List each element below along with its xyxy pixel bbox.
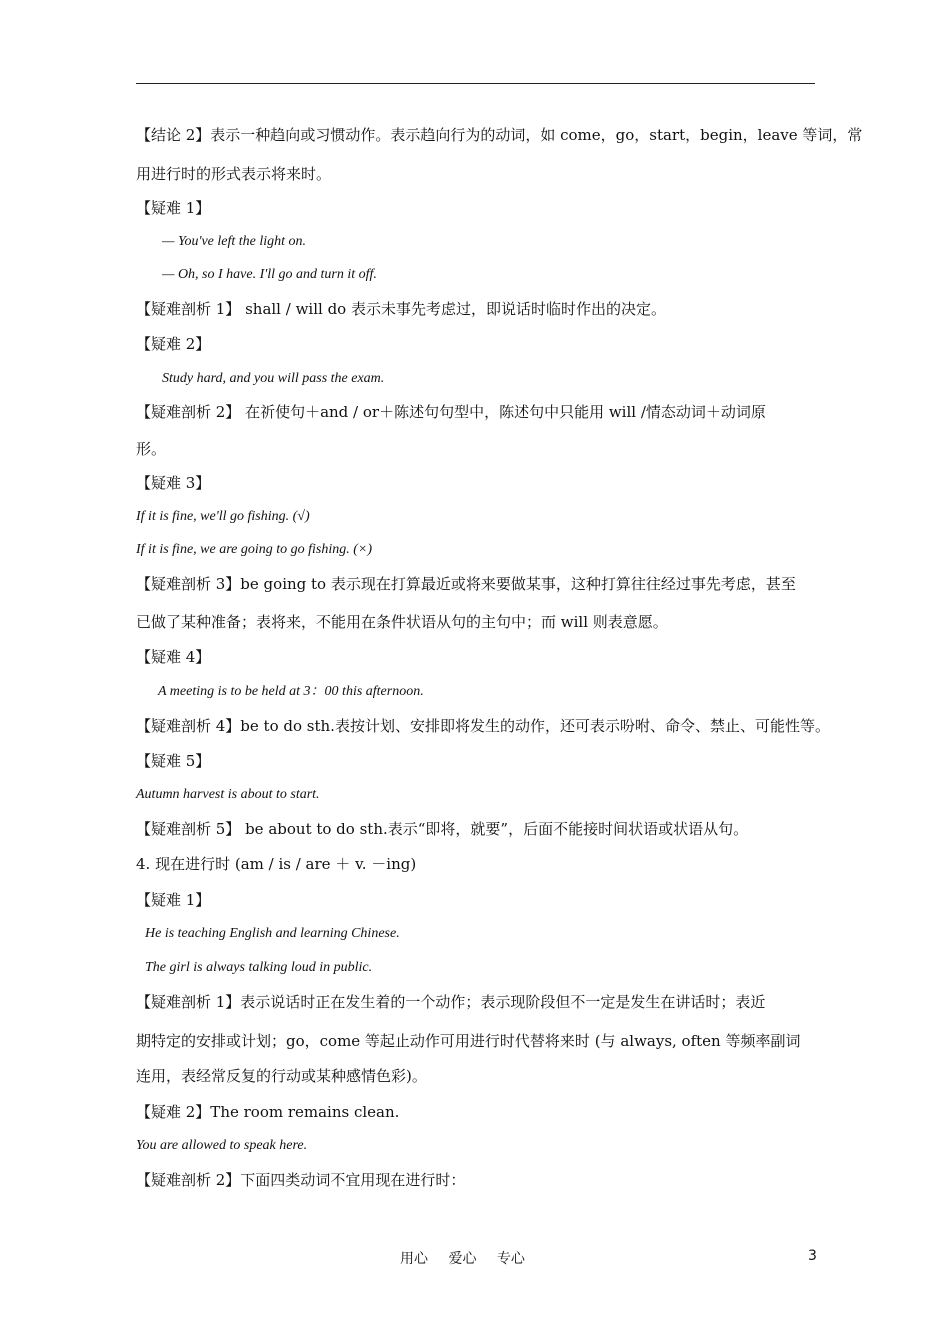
text-line: A meeting is to be held at 3：00 this afternoon.	[158, 684, 424, 699]
text-line: 【疑难 2】The room remains clean.	[136, 1103, 400, 1121]
text-line: 【疑难 2】	[136, 335, 211, 353]
text-line: 【疑难 3】	[136, 474, 211, 492]
footer-motto	[400, 1248, 541, 1268]
text-line: The girl is always talking loud in public.	[145, 960, 373, 975]
text-line: 【疑难剖析 4】be to do sth.表按计划、安排即将发生的动作，还可表示吩咐、命令、禁止、可能性等。	[136, 717, 830, 735]
text-line: 4. 现在进行时 (am / is / are ＋ v. －ing)	[136, 855, 417, 873]
text-line: 形。	[136, 440, 167, 458]
text-line: 【疑难剖析 1】 shall / will do 表示未事先考虑过，即说话时临时作出的决定。	[136, 300, 666, 318]
text-line: 连用，表经常反复的行动或某种感情色彩)。	[136, 1067, 427, 1085]
text-line: — You've left the light on.	[162, 234, 307, 249]
header-rule	[136, 83, 815, 84]
text-line: 【疑难 1】	[136, 891, 211, 909]
page-number: 3	[808, 1248, 817, 1264]
text-line: You are allowed to speak here.	[136, 1138, 308, 1153]
text-line: 已做了某种准备；表将来，不能用在条件状语从句的主句中；而 will 则表意愿。	[136, 613, 668, 631]
text-line: He is teaching English and learning Chinese.	[145, 926, 400, 941]
text-line: 【疑难剖析 1】表示说话时正在发生着的一个动作；表示现阶段但不一定是发生在讲话时；表近	[136, 993, 766, 1011]
footer-word: 专心	[496, 1251, 525, 1267]
text-line: 期特定的安排或计划；go，come 等起止动作可用进行时代替将来时 (与 always, often 等频率副词	[136, 1032, 801, 1050]
text-line: 【疑难 5】	[136, 752, 211, 770]
footer-word: 爱心	[448, 1251, 477, 1267]
text-line: 【疑难剖析 5】 be about to do sth.表示“即将，就要”，后面不能接时间状语或状语从句。	[136, 820, 749, 838]
text-line: If it is fine, we'll go fishing. (√)	[136, 509, 310, 524]
text-line: If it is fine, we are going to go fishing. (×)	[136, 542, 373, 557]
text-line: 【疑难 4】	[136, 648, 211, 666]
text-line: 用进行时的形式表示将来时。	[136, 165, 332, 183]
footer-word: 用心	[400, 1251, 428, 1267]
text-line: Study hard, and you will pass the exam.	[162, 371, 385, 386]
text-line: 【疑难剖析 3】be going to 表示现在打算最近或将来要做某事，这种打算往往经过事先考虑，甚至	[136, 575, 796, 593]
text-line: 【结论 2】表示一种趋向或习惯动作。表示趋向行为的动词，如 come，go，start，begin，leave 等词，常	[136, 126, 863, 144]
text-line: 【疑难剖析 2】 在祈使句＋and / or＋陈述句句型中，陈述句中只能用 will /情态动词＋动词原	[136, 403, 766, 421]
text-line: Autumn harvest is about to start.	[136, 787, 320, 802]
text-line: 【疑难 1】	[136, 199, 211, 217]
text-line: — Oh, so I have. I'll go and turn it off.	[162, 267, 377, 282]
text-line: 【疑难剖析 2】下面四类动词不宜用现在进行时：	[136, 1171, 466, 1189]
